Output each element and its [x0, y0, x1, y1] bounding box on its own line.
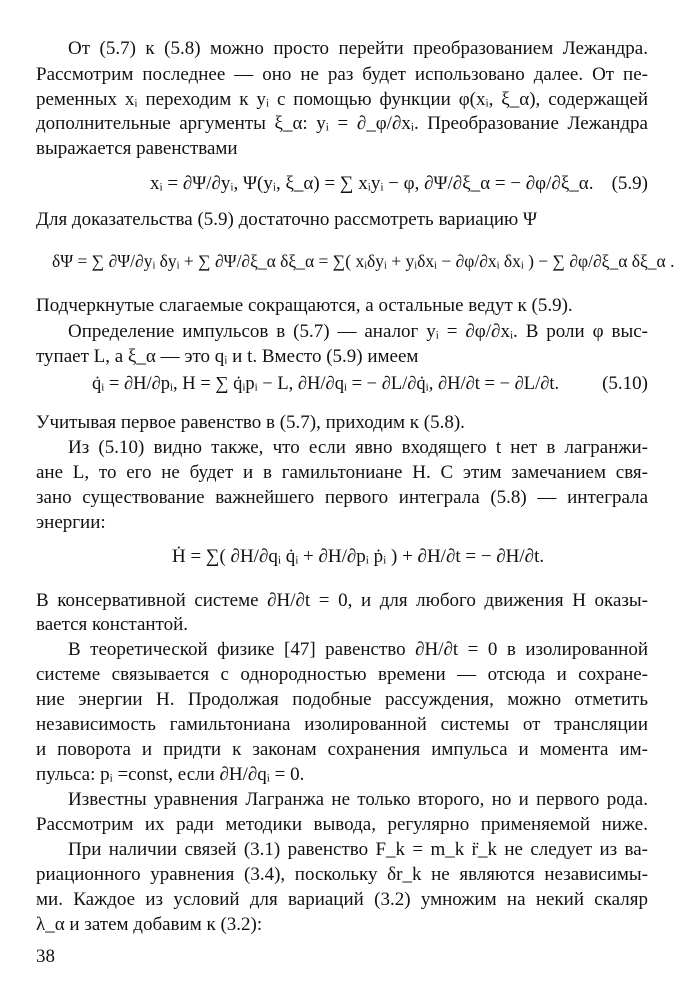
equation-number: (5.10): [602, 373, 648, 394]
text-line: При наличии связей (3.1) равенство F_k = m_k r̈_k не следует из ва-: [68, 839, 648, 860]
text-line: Рассмотрим последнее — оно не раз будет использовано далее. От пе-: [36, 64, 648, 85]
equation-number: (5.9): [611, 173, 648, 194]
text-line: ми. Каждое из условий для вариаций (3.2) умножим на некий скаляр: [36, 889, 648, 910]
page-number: 38: [36, 946, 55, 967]
text-line: тупает L, а ξ_α — это qᵢ и t. Вместо (5.9) имеем: [36, 346, 419, 367]
text-line: ане L, то его не будет и в гамильтониане H. С этим замечанием свя-: [36, 462, 648, 483]
text-line: Определение импульсов в (5.7) — аналог yᵢ = ∂φ/∂xᵢ. В роли φ выс-: [68, 321, 648, 342]
text-line: λ_α и затем добавим к (3.2):: [36, 914, 263, 935]
text-line: вается константой.: [36, 614, 189, 635]
equation-hamilton: q̇ᵢ = ∂H/∂pᵢ, H = ∑ q̇ᵢpᵢ − L, ∂H/∂qᵢ = − ∂L/∂q̇ᵢ, ∂H/∂t = − ∂L/∂t.: [92, 374, 560, 394]
text-line: системе связывается с однородностью времени — отсюда и сохране-: [36, 664, 648, 685]
text-line: Из (5.10) видно также, что если явно входящего t нет в лагранжи-: [68, 437, 648, 458]
text-line: Подчеркнутые слагаемые сокращаются, а остальные ведут к (5.9).: [36, 295, 573, 316]
text-line: выражается равенствами: [36, 138, 238, 159]
text-line: Известны уравнения Лагранжа не только второго, но и первого рода.: [68, 789, 648, 810]
text-line: Для доказательства (5.9) достаточно рассмотреть вариацию Ψ: [36, 209, 537, 230]
text-line: Рассмотрим их ради методики вывода, регулярно применяемой ниже.: [36, 814, 648, 835]
text-line: зано существование важнейшего первого интеграла (5.8) — интеграла: [36, 487, 648, 508]
text-line: В консервативной системе ∂H/∂t = 0, и для любого движения H оказы-: [36, 590, 648, 611]
equation-energy: Ḣ = ∑( ∂H/∂qᵢ q̇ᵢ + ∂H/∂pᵢ ṗᵢ ) + ∂H/∂t = − ∂H/∂t.: [172, 546, 545, 567]
text-line: и поворота и придти к законам сохранения импульса и момента им-: [36, 739, 648, 760]
text-line: независимость гамильтониана изолированной системы от трансляции: [36, 714, 648, 735]
text-line: ние энергии H. Продолжая подобные рассуждения, можно отметить: [36, 689, 648, 710]
text-line: энергии:: [36, 512, 106, 533]
text-line: В теоретической физике [47] равенство ∂H/∂t = 0 в изолированной: [68, 639, 648, 660]
text-line: От (5.7) к (5.8) можно просто перейти преобразованием Лежандра.: [68, 38, 648, 59]
text-line: риационного уравнения (3.4), поскольку δr_k не являются независимы-: [36, 864, 648, 885]
text-line: Учитывая первое равенство в (5.7), приходим к (5.8).: [36, 412, 465, 433]
equation-variation: δΨ = ∑ ∂Ψ/∂yᵢ δyᵢ + ∑ ∂Ψ/∂ξ_α δξ_α = ∑( xᵢδyᵢ + yᵢδxᵢ − ∂φ/∂xᵢ δxᵢ ) − ∑ ∂φ/∂ξ_α δξ_α .: [52, 251, 675, 271]
text-line: пульса: pᵢ =const, если ∂H/∂qᵢ = 0.: [36, 764, 305, 785]
text-line: дополнительные аргументы ξ_α: yᵢ = ∂_φ/∂xᵢ. Преобразование Лежандра: [36, 113, 648, 134]
equation-legendre: xᵢ = ∂Ψ/∂yᵢ, Ψ(yᵢ, ξ_α) = ∑ xᵢyᵢ − φ, ∂Ψ/∂ξ_α = − ∂φ/∂ξ_α.: [150, 173, 594, 194]
text-line: ременных xᵢ переходим к yᵢ с помощью функции φ(xᵢ, ξ_α), содержащей: [36, 89, 648, 110]
